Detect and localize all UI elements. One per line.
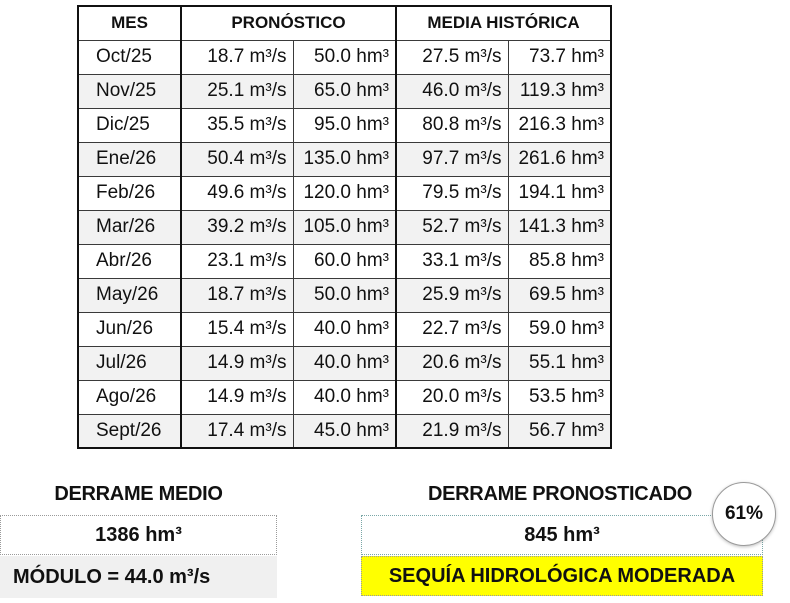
cell-historica-volumen: 216.3 hm³ [508, 108, 611, 142]
cell-pronostico-caudal: 39.2 m³/s [181, 210, 293, 244]
cell-pronostico-caudal: 18.7 m³/s [181, 278, 293, 312]
modulo-value: MÓDULO = 44.0 m³/s [0, 556, 277, 598]
cell-historica-caudal: 20.6 m³/s [396, 346, 508, 380]
percent-circle: 61% [712, 482, 776, 546]
cell-historica-caudal: 97.7 m³/s [396, 142, 508, 176]
cell-historica-caudal: 21.9 m³/s [396, 414, 508, 448]
cell-historica-caudal: 22.7 m³/s [396, 312, 508, 346]
derrame-pronosticado-title: DERRAME PRONOSTICADO [427, 483, 692, 505]
table-row [78, 346, 611, 380]
table-row [78, 312, 611, 346]
cell-pronostico-volumen: 105.0 hm³ [293, 210, 396, 244]
cell-historica-caudal: 33.1 m³/s [396, 244, 508, 278]
forecast-table [77, 5, 612, 449]
cell-pronostico-volumen: 120.0 hm³ [293, 176, 396, 210]
cell-pronostico-caudal: 14.9 m³/s [181, 380, 293, 414]
cell-pronostico-volumen: 60.0 hm³ [293, 244, 396, 278]
cell-pronostico-caudal: 50.4 m³/s [181, 142, 293, 176]
cell-pronostico-volumen: 40.0 hm³ [293, 346, 396, 380]
cell-pronostico-volumen: 50.0 hm³ [293, 40, 396, 74]
table-header-row [78, 6, 611, 40]
cell-historica-volumen: 59.0 hm³ [508, 312, 611, 346]
cell-mes: May/26 [78, 278, 181, 312]
cell-historica-caudal: 25.9 m³/s [396, 278, 508, 312]
derrame-medio-value: 1386 hm³ [0, 515, 277, 555]
cell-mes: Sept/26 [78, 414, 181, 448]
table-row [78, 40, 611, 74]
header-media-historica: MEDIA HISTÓRICA [396, 6, 611, 40]
cell-pronostico-volumen: 135.0 hm³ [293, 142, 396, 176]
cell-historica-volumen: 194.1 hm³ [508, 176, 611, 210]
cell-historica-volumen: 261.6 hm³ [508, 142, 611, 176]
cell-pronostico-volumen: 95.0 hm³ [293, 108, 396, 142]
cell-mes: Jul/26 [78, 346, 181, 380]
table-row [78, 176, 611, 210]
cell-pronostico-volumen: 50.0 hm³ [293, 278, 396, 312]
cell-mes: Mar/26 [78, 210, 181, 244]
cell-mes: Abr/26 [78, 244, 181, 278]
cell-mes: Oct/25 [78, 40, 181, 74]
cell-mes: Ago/26 [78, 380, 181, 414]
cell-historica-caudal: 80.8 m³/s [396, 108, 508, 142]
cell-historica-volumen: 69.5 hm³ [508, 278, 611, 312]
cell-pronostico-caudal: 25.1 m³/s [181, 74, 293, 108]
cell-historica-volumen: 53.5 hm³ [508, 380, 611, 414]
cell-pronostico-caudal: 18.7 m³/s [181, 40, 293, 74]
cell-historica-volumen: 141.3 hm³ [508, 210, 611, 244]
cell-historica-caudal: 27.5 m³/s [396, 40, 508, 74]
cell-pronostico-volumen: 65.0 hm³ [293, 74, 396, 108]
cell-mes: Jun/26 [78, 312, 181, 346]
cell-pronostico-caudal: 14.9 m³/s [181, 346, 293, 380]
cell-pronostico-volumen: 45.0 hm³ [293, 414, 396, 448]
cell-historica-volumen: 56.7 hm³ [508, 414, 611, 448]
header-mes: MES [78, 6, 181, 40]
cell-historica-volumen: 119.3 hm³ [508, 74, 611, 108]
table-row [78, 108, 611, 142]
cell-mes: Feb/26 [78, 176, 181, 210]
cell-mes: Dic/25 [78, 108, 181, 142]
cell-pronostico-caudal: 17.4 m³/s [181, 414, 293, 448]
derrame-pronosticado-value: 845 hm³ [361, 515, 763, 555]
cell-pronostico-caudal: 49.6 m³/s [181, 176, 293, 210]
cell-historica-volumen: 85.8 hm³ [508, 244, 611, 278]
table-row [78, 142, 611, 176]
cell-historica-volumen: 55.1 hm³ [508, 346, 611, 380]
table-row [78, 74, 611, 108]
cell-historica-volumen: 73.7 hm³ [508, 40, 611, 74]
cell-pronostico-volumen: 40.0 hm³ [293, 312, 396, 346]
table-row [78, 278, 611, 312]
cell-historica-caudal: 46.0 m³/s [396, 74, 508, 108]
sequia-status-badge: SEQUÍA HIDROLÓGICA MODERADA [361, 556, 763, 596]
cell-mes: Nov/25 [78, 74, 181, 108]
cell-historica-caudal: 20.0 m³/s [396, 380, 508, 414]
cell-pronostico-caudal: 15.4 m³/s [181, 312, 293, 346]
cell-historica-caudal: 79.5 m³/s [396, 176, 508, 210]
cell-pronostico-caudal: 35.5 m³/s [181, 108, 293, 142]
table-row [78, 210, 611, 244]
derrame-medio-title: DERRAME MEDIO [54, 483, 223, 505]
cell-mes: Ene/26 [78, 142, 181, 176]
table-row [78, 414, 611, 448]
cell-pronostico-volumen: 40.0 hm³ [293, 380, 396, 414]
table-row [78, 244, 611, 278]
table-row [78, 380, 611, 414]
cell-historica-caudal: 52.7 m³/s [396, 210, 508, 244]
cell-pronostico-caudal: 23.1 m³/s [181, 244, 293, 278]
header-pronostico: PRONÓSTICO [181, 6, 396, 40]
